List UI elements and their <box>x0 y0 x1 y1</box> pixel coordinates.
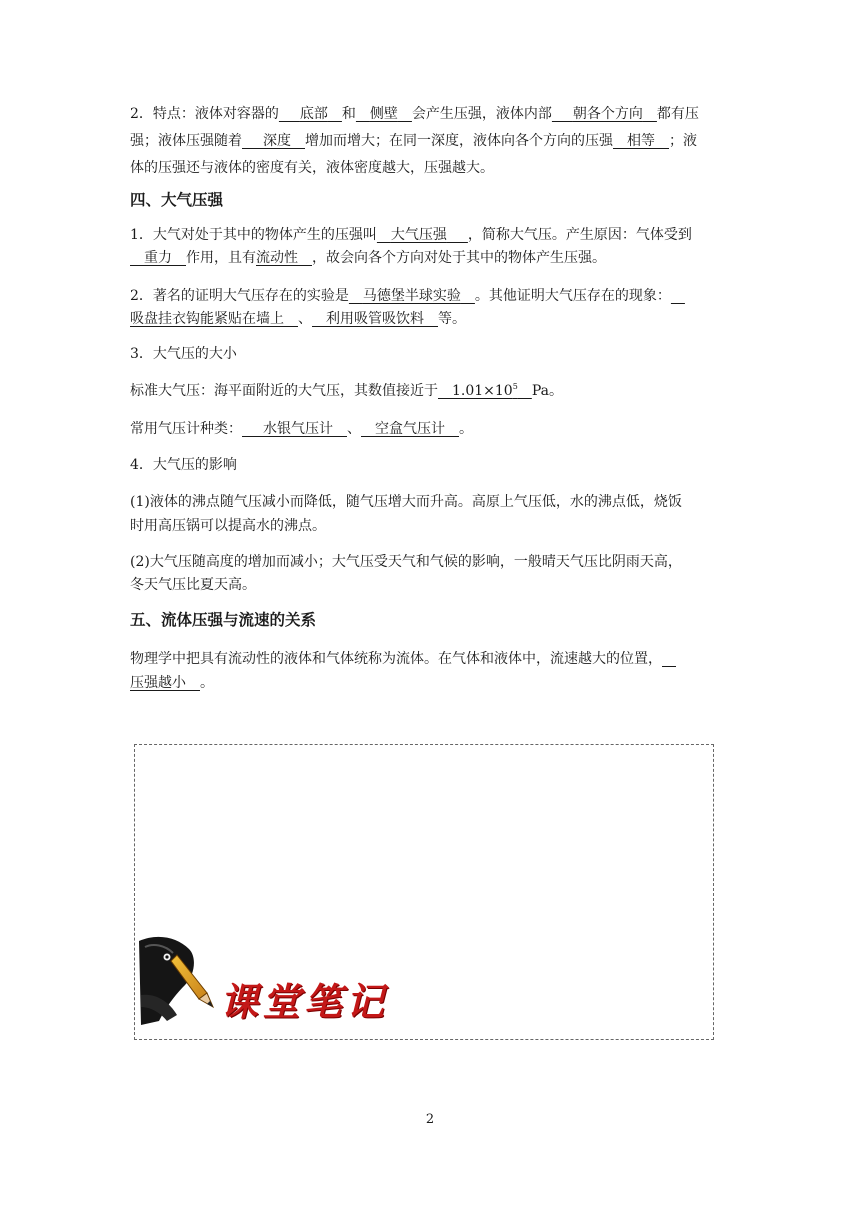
atmospheric-pressure-definition-line2: 重力 作用，且有流动性 ，故会向各个方向对处于其中的物体产生压强。 <box>130 245 734 272</box>
fluid-pressure-line2: 压强越小 。 <box>130 675 214 691</box>
standard-atmospheric-pressure: 标准大气压：海平面附近的大气压，其数值接近于 $1.01\times 10^5$ Pa。 <box>130 382 563 399</box>
atmospheric-pressure-experiment-line1: 2．著名的证明大气压存在的实验是 马德堡半球实验 。其他证明大气压存在的现象： <box>130 288 671 304</box>
answer-pressure-value: $1.01\times 10^5$ <box>452 382 518 399</box>
answer-bottom: 底部 <box>299 106 328 122</box>
section-heading-fluid-pressure: 五、流体压强与流速的关系 <box>130 611 317 629</box>
answer-aneroid-barometer: 空盒气压计 <box>375 421 445 437</box>
section-atmospheric-pressure-effects: 4．大气压的影响 <box>130 457 237 473</box>
effect-altitude-weather-line2: 冬天气压比夏天高。 <box>130 577 256 593</box>
answer-atmospheric-pressure: 大气压强 <box>390 227 447 243</box>
section-heading-atmospheric-pressure: 四、大气压强 <box>130 191 224 209</box>
answer-mercury-barometer: 水银气压计 <box>263 421 333 437</box>
answer-lower-pressure: 压强越小 <box>130 675 186 691</box>
answer-gravity: 重力 <box>144 250 172 266</box>
atmospheric-pressure-experiment-line2: 吸盘挂衣钩能紧贴在墙上 、 利用吸管吸饮料 等。 <box>130 311 466 327</box>
effect-boiling-point-line2: 时用高压锅可以提高水的沸点。 <box>130 518 326 534</box>
answer-magdeburg: 马德堡半球实验 <box>362 288 461 304</box>
answer-equal: 相等 <box>627 133 655 149</box>
answer-suction-hook: 吸盘挂衣钩能紧贴在墙上 <box>130 311 284 327</box>
fluid-pressure-line1: 物理学中把具有流动性的液体和气体统称为流体。在气体和液体中，流速越大的位置， <box>130 651 662 667</box>
section-atmospheric-pressure-magnitude: 3．大气压的大小 <box>130 346 237 362</box>
effect-boiling-point-line1: (1)液体的沸点随气压减小而降低，随气压增大而升高。高原上气压低，水的沸点低，烧饭 <box>130 494 682 510</box>
answer-side-wall: 侧壁 <box>369 106 398 122</box>
atmospheric-pressure-definition-line1: 1．大气对处于其中的物体产生的压强叫 大气压强 ，简称大气压。产生原因：气体受到 <box>130 227 692 243</box>
class-notes-logo-text: 课堂笔记 <box>220 979 389 1024</box>
barometer-types: 常用气压计种类： 水银气压计 、 空盒气压计 。 <box>130 421 473 437</box>
liquid-pressure-features-line3: 体的压强还与液体的密度有关，液体密度越大，压强越大。 <box>130 160 494 176</box>
liquid-pressure-features-line2: 强；液体压强随着 深度 增加而增大；在同一深度，液体向各个方向的压强 相等 ；液 <box>130 133 697 149</box>
answer-fluidity: 流动性 <box>256 250 298 266</box>
page-number: 2 <box>425 1112 435 1127</box>
answer-depth: 深度 <box>263 133 291 149</box>
answer-straw: 利用吸管吸饮料 <box>326 311 424 327</box>
effect-altitude-weather-line1: (2)大气压随高度的增加而减小；大气压受天气和气候的影响，一般晴天气压比阴雨天高， <box>130 554 682 570</box>
answer-all-directions: 朝各个方向 <box>572 106 643 122</box>
liquid-pressure-features-line1: 2．特点：液体对容器的 底部 和 侧壁 会产生压强，液体内部 朝各个方向 都有压 <box>130 106 699 122</box>
